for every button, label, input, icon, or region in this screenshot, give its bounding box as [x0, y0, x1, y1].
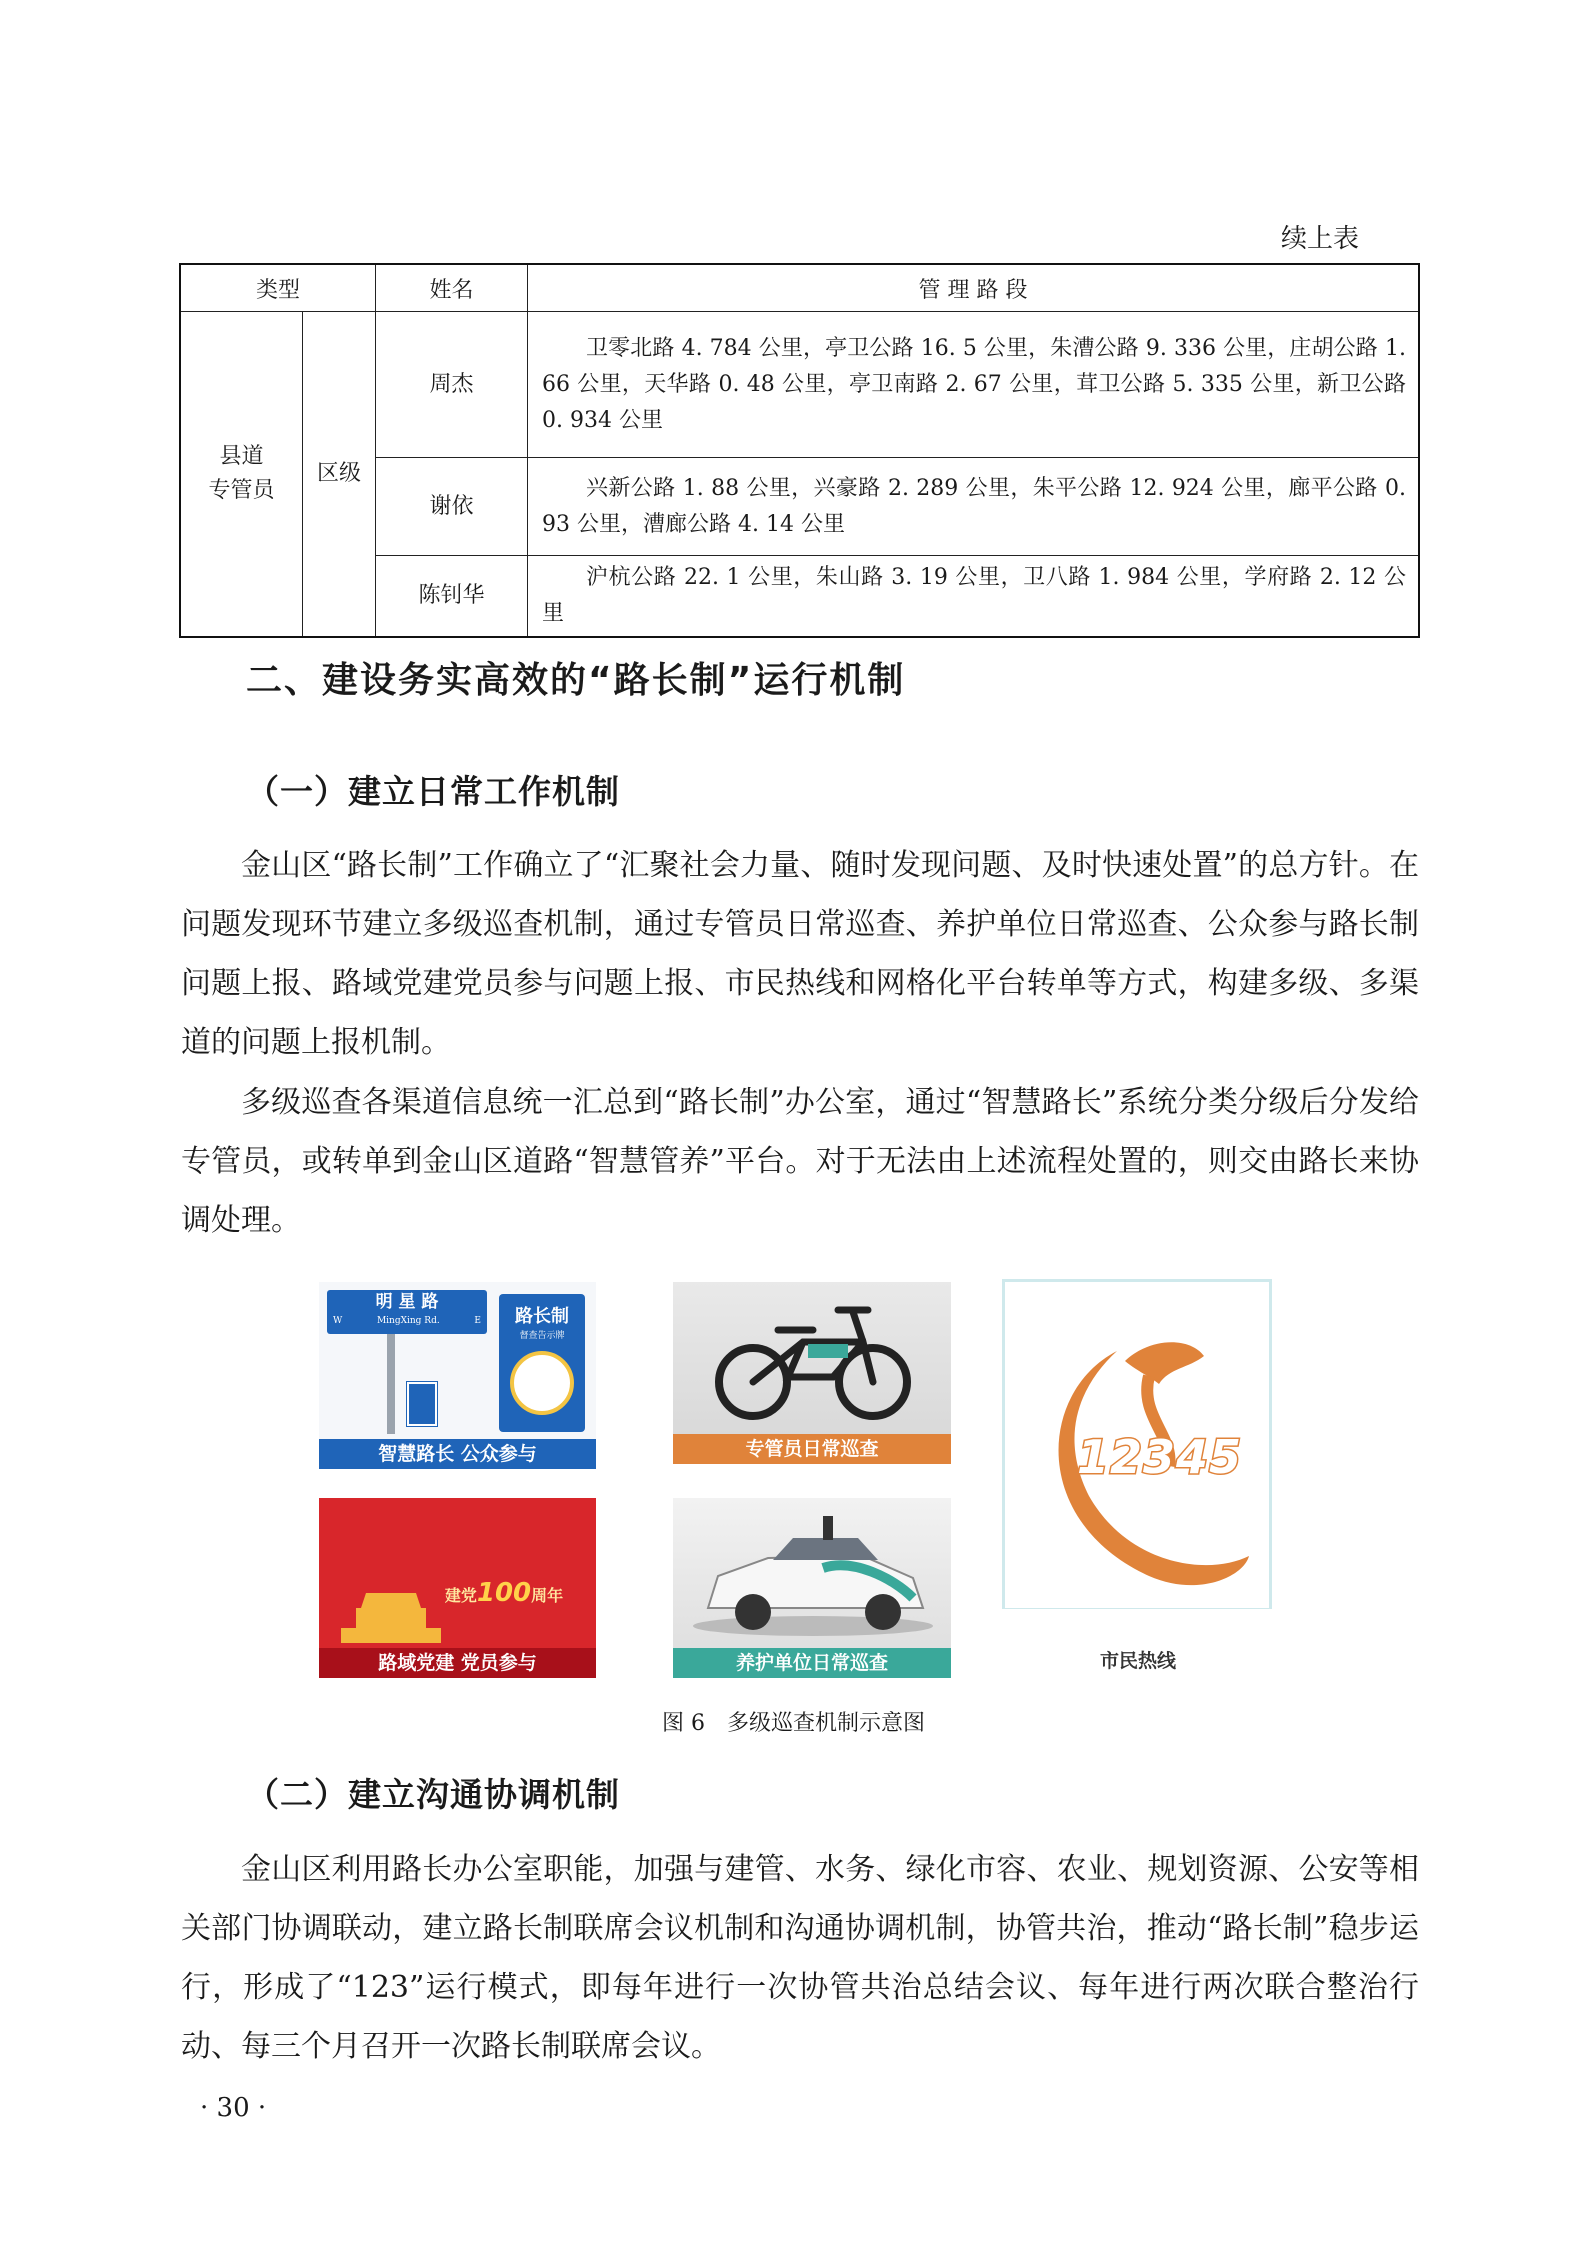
figure-caption: 图 6 多级巡查机制示意图	[662, 1711, 925, 1736]
supervision-board	[499, 1294, 585, 1432]
table-row	[180, 312, 1419, 458]
pole-qr-plate	[407, 1382, 437, 1426]
name-cell: 陈钊华	[376, 556, 528, 638]
page-number: · 30 ·	[200, 2093, 267, 2123]
tile-label: 专管员日常巡查	[673, 1434, 951, 1464]
inspection-car-icon	[673, 1498, 951, 1648]
tile-maintenance-inspection	[673, 1498, 951, 1678]
subsection-heading-1: （一）建立日常工作机制	[246, 772, 620, 811]
section-heading: 二、建设务实高效的“路长制”运行机制	[246, 660, 906, 701]
paragraph-1: 金山区“路长制”工作确立了“汇聚社会力量、随时发现问题、及时快速处置”的总方针。在问题发现环节建立多级巡查机制，通过专管员日常巡查、养护单位日常巡查、公众参与路长制问题上报、路域党建党员参与问题上报、市民热线和网格化平台转单等方式，构建多级、多渠道的问题上报机制。	[181, 848, 1419, 1060]
sign-pinyin: MingXing Rd.	[376, 1316, 440, 1326]
road-cell: 卫零北路 4. 784 公里，亭卫公路 16. 5 公里，朱漕公路 9. 336 公里，庄胡公路 1. 66 公里，天华路 0. 48 公里，亭卫南路 2. 67 公里，茸卫公路 5. 335 公里，新卫公路 0. 934 公里	[528, 312, 1420, 458]
subsection-heading-2: （二）建立沟通协调机制	[246, 1775, 620, 1814]
tile-public-participation	[319, 1282, 596, 1469]
road-section-table	[179, 263, 1420, 638]
tile-label: 路域党建 党员参与	[319, 1648, 596, 1678]
continued-label: 续上表	[1280, 224, 1359, 254]
ebike-icon	[673, 1282, 951, 1432]
road-cell: 沪杭公路 22. 1 公里，朱山路 3. 19 公里，卫八路 1. 984 公里，学府路 2. 12 公里	[528, 556, 1420, 638]
name-cell: 周杰	[376, 312, 528, 458]
hotline-number: 12345	[1077, 1430, 1243, 1484]
group-level-cell: 区级	[303, 312, 376, 638]
sign-east: E	[474, 1316, 481, 1326]
group-type-cell: 县道 专管员	[180, 312, 303, 638]
sign-west: W	[333, 1316, 343, 1326]
qr-code-icon	[510, 1351, 574, 1415]
road-sign	[327, 1290, 487, 1334]
header-name: 姓名	[376, 264, 528, 312]
board-sub: 督查告示牌	[519, 1331, 565, 1341]
tile-label: 养护单位日常巡查	[673, 1648, 951, 1678]
paragraph-2: 多级巡查各渠道信息统一汇总到“路长制”办公室，通过“智慧路长”系统分类分级后分发给专管员，或转单到金山区道路“智慧管养”平台。对于无法由上述流程处置的，则交由路长来协调处理。	[181, 1085, 1419, 1238]
tile-manager-inspection	[673, 1282, 951, 1464]
party-banner: 建党100周年	[444, 1578, 564, 1608]
table-header-row	[180, 264, 1419, 312]
tile-label: 智慧路长 公众参与	[319, 1439, 596, 1469]
paragraph-3: 金山区利用路长办公室职能，加强与建管、水务、绿化市容、农业、规划资源、公安等相关部门协调联动，建立路长制联席会议机制和沟通协调机制，协管共治，推动“路长制”稳步运行，形成了“123”运行模式，即每年进行一次协管共治总结会议、每年进行两次联合整治行动、每三个月召开一次路长制联席会议。	[181, 1852, 1419, 2064]
tiananmen-icon	[331, 1548, 451, 1648]
hotline-label: 市民热线	[1099, 1650, 1176, 1672]
sign-pole	[387, 1334, 395, 1434]
road-sign-name: 明 星 路	[375, 1292, 439, 1312]
tile-hotline	[999, 1276, 1277, 1609]
road-cell: 兴新公路 1. 88 公里，兴豪路 2. 289 公里，朱平公路 12. 924 公里，廊平公路 0. 93 公里，漕廊公路 4. 14 公里	[528, 458, 1420, 556]
board-title: 路长制	[515, 1306, 569, 1327]
tile-party-building	[319, 1498, 596, 1678]
name-cell: 谢依	[376, 458, 528, 556]
header-type: 类型	[180, 264, 376, 312]
header-section: 管 理 路 段	[528, 264, 1420, 312]
